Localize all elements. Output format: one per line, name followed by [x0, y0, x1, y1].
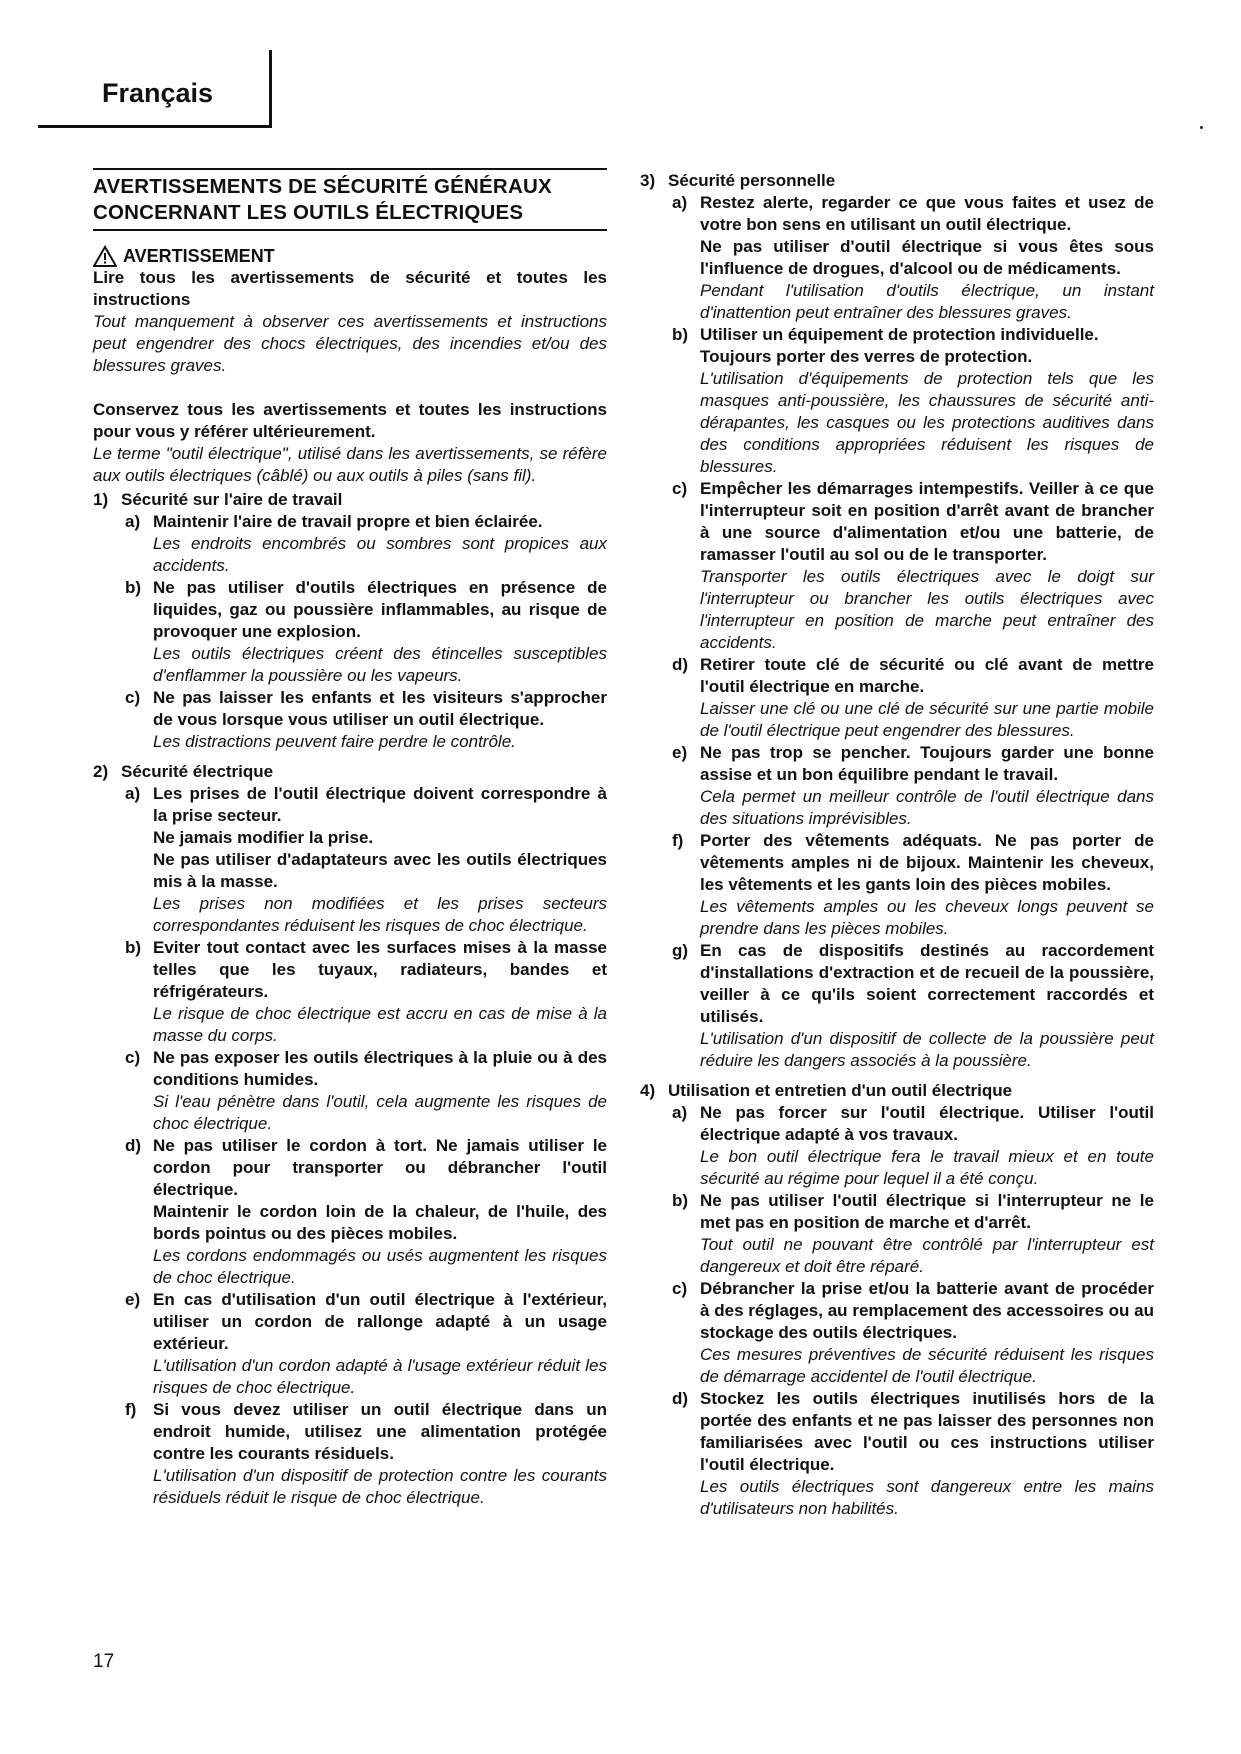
list-item: e) Ne pas trop se pencher. Toujours garder une bonne assise et un bon équilibre pendant le travail. Cela permet un meilleur contrôle de l'outil électrique dans des situations imprévisibles.: [672, 743, 1154, 828]
list-item: c) Ne pas laisser les enfants et les visiteurs s'approcher de vous lorsque vous utiliser un outil électrique. Les distractions peuvent faire perdre le contrôle.: [125, 688, 607, 751]
right-column: [640, 168, 1154, 1520]
list-item: b) Eviter tout contact avec les surfaces mises à la masse telles que les tuyaux, radiateurs, bandes et réfrigérateurs. Le risque de choc électrique est accru en cas de mise à la masse du corps.: [125, 938, 607, 1045]
list-item: g) En cas de dispositifs destinés au raccordement d'installations d'extraction et de recueil de la poussière, veiller à ce qu'ils soient correctement raccordés et utilisés. L'utilisation d'un dispositif de collecte de la poussière peut réduire les dangers associés à la poussière.: [672, 941, 1154, 1070]
list-item: d) Ne pas utiliser le cordon à tort. Ne jamais utiliser le cordon pour transporter ou débrancher l'outil électrique. Maintenir le cordon loin de la chaleur, de l'huile, des bords pointus ou des pièces mobiles. Les cordons endommagés ou usés augmentent les risques de choc électrique.: [125, 1136, 607, 1287]
warning-heading: [93, 245, 607, 267]
list-item: a) Les prises de l'outil électrique doivent correspondre à la prise secteur. Ne jamais modifier la prise. Ne pas utiliser d'adaptateurs avec les outils électriques mis à la masse. Les prises non modifiées et les prises secteurs correspondantes réduisent les risques de choc électrique.: [125, 784, 607, 935]
term-definition-text: Le terme "outil électrique", utilisé dans les avertissements, se réfère aux outils électriques (câblé) ou aux outils à piles (sans fil).: [93, 444, 607, 485]
list-item: c) Empêcher les démarrages intempestifs. Veiller à ce que l'interrupteur soit en position d'arrêt avant de brancher à une source d'alimentation et/ou une batterie, de ramasser l'outil au sol ou de le transporter. Transporter les outils électriques avec le doigt sur l'interrupteur ou brancher les outils électriques avec l'interrupteur en position de marche peut entraîner des accidents.: [672, 479, 1154, 652]
language-tab: [38, 50, 272, 128]
keep-instructions-text: Conservez tous les avertissements et toutes les instructions pour vous y référer ultérieurement.: [93, 400, 607, 441]
list-item: d) Stockez les outils électriques inutilisés hors de la portée des enfants et ne pas laisser des personnes non familiarisées avec l'outil ou ces instructions utiliser l'outil électrique. Les outils électriques sont dangereux entre les mains d'utilisateurs non habilités.: [672, 1389, 1154, 1518]
page-number: 17: [93, 1651, 115, 1672]
warning-triangle-icon: [93, 245, 117, 267]
list-item: c) Débrancher la prise et/ou la batterie avant de procéder à des réglages, au remplacement des accessoires ou au stockage des outils électriques. Ces mesures préventives de sécurité réduisent les risques de démarrage accidentel de l'outil électrique.: [672, 1279, 1154, 1386]
list-item: a) Restez alerte, regarder ce que vous faites et usez de votre bon sens en utilisant un outil électrique. Ne pas utiliser d'outil électrique si vous êtes sous l'influence de drogues, d'alcool ou de médicaments. Pendant l'utilisation d'outils électrique, un instant d'inattention peut entraîner des blessures graves.: [672, 193, 1154, 322]
list-item: d) Retirer toute clé de sécurité ou clé avant de mettre l'outil électrique en marche. Laisser une clé ou une clé de sécurité sur une partie mobile de l'outil électrique peut engendrer des blessures.: [672, 655, 1154, 740]
list-item: b) Ne pas utiliser l'outil électrique si l'interrupteur ne le met pas en position de marche et d'arrêt. Tout outil ne pouvant être contrôlé par l'interrupteur est dangereux et doit être réparé.: [672, 1191, 1154, 1276]
section-title: AVERTISSEMENTS DE SÉCURITÉ GÉNÉRAUX CONCERNANT LES OUTILS ÉLECTRIQUES: [93, 168, 607, 231]
left-column: [93, 168, 607, 1509]
list-item: f) Si vous devez utiliser un outil électrique dans un endroit humide, utilisez une alimentation protégée contre les courants résiduels. L'utilisation d'un dispositif de protection contre les courants résiduels réduit le risque de choc électrique.: [125, 1400, 607, 1507]
list-item: c) Ne pas exposer les outils électriques à la pluie ou à des conditions humides. Si l'eau pénètre dans l'outil, cela augmente les risques de choc électrique.: [125, 1048, 607, 1133]
list-item: a) Maintenir l'aire de travail propre et bien éclairée. Les endroits encombrés ou sombres sont propices aux accidents.: [125, 512, 607, 575]
scan-dot: [1200, 126, 1203, 129]
warning-italic-text: Tout manquement à observer ces avertissements et instructions peut engendrer des chocs électriques, des incendies et/ou des blessures graves.: [93, 312, 607, 375]
warning-bold-text: Lire tous les avertissements de sécurité et toutes les instructions: [93, 268, 607, 309]
warning-label: AVERTISSEMENT: [123, 246, 275, 266]
list-item: f) Porter des vêtements adéquats. Ne pas porter de vêtements amples ni de bijoux. Maintenir les cheveux, les vêtements et les gants loin des pièces mobiles. Les vêtements amples ou les cheveux longs peuvent se prendre dans les pièces mobiles.: [672, 831, 1154, 938]
section-heading: 2) Sécurité électrique: [93, 762, 274, 781]
list-item: b) Utiliser un équipement de protection individuelle. Toujours porter des verres de protection. L'utilisation d'équipements de protection tels que les masques anti-poussière, les chaussures de sécurité anti-dérapantes, les casques ou les protections auditives dans des conditions appropriées réduisent les risques de blessures.: [672, 325, 1154, 476]
section-heading: 4) Utilisation et entretien d'un outil électrique: [640, 1081, 1013, 1100]
language-label: Français: [102, 78, 214, 108]
list-item: e) En cas d'utilisation d'un outil électrique à l'extérieur, utiliser un cordon de rallonge adapté à un usage extérieur. L'utilisation d'un cordon adapté à l'usage extérieur réduit les risques de choc électrique.: [125, 1290, 607, 1397]
section-heading: 3) Sécurité personnelle: [640, 171, 836, 190]
list-item: b) Ne pas utiliser d'outils électriques en présence de liquides, gaz ou poussière inflammables, au risque de provoquer une explosion. Les outils électriques créent des étincelles susceptibles d'enflammer la poussière ou les vapeurs.: [125, 578, 607, 685]
list-item: a) Ne pas forcer sur l'outil électrique. Utiliser l'outil électrique adapté à vos travaux. Le bon outil électrique fera le travail mieux et en toute sécurité au régime pour lequel il a été conçu.: [672, 1103, 1154, 1188]
section-heading: 1) Sécurité sur l'aire de travail: [93, 490, 343, 509]
